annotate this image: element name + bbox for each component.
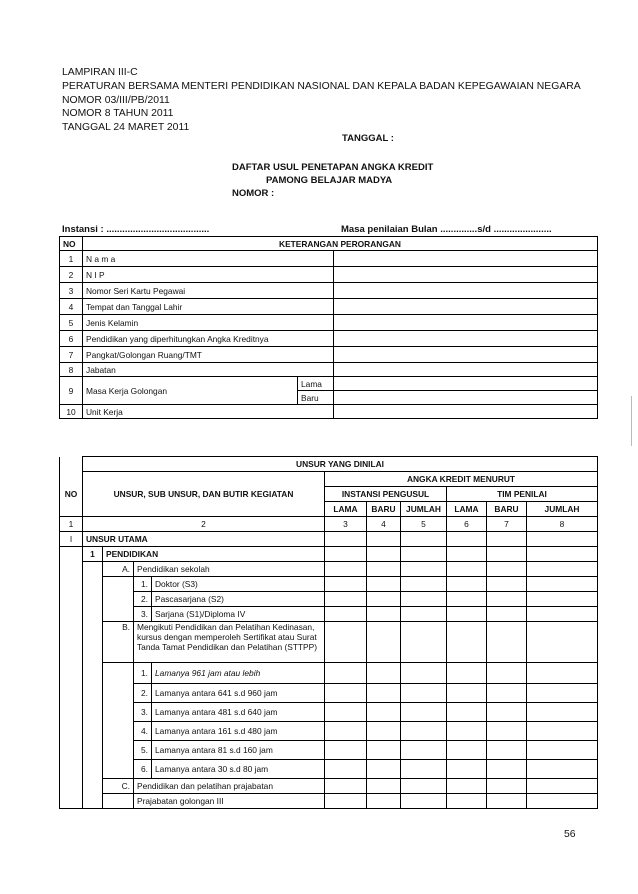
- header-line: LAMPIRAN III-C: [62, 67, 138, 78]
- value-cell[interactable]: [447, 684, 487, 703]
- value-cell[interactable]: [487, 779, 527, 794]
- value-cell[interactable]: [334, 377, 598, 391]
- row-no: 2: [60, 267, 83, 283]
- row-label: Nomor Seri Kartu Pegawai: [83, 283, 334, 299]
- value-cell[interactable]: [447, 663, 487, 684]
- row-no: 4: [60, 299, 83, 315]
- value-cell[interactable]: [487, 760, 527, 779]
- row-label: N a m a: [83, 251, 334, 267]
- value-cell[interactable]: [325, 547, 367, 562]
- row-no: 8: [60, 363, 83, 377]
- value-cell[interactable]: [325, 684, 367, 703]
- value-cell[interactable]: [401, 577, 447, 592]
- item-label: Lamanya antara 641 s.d 960 jam: [152, 684, 325, 703]
- value-cell[interactable]: [487, 663, 527, 684]
- value-cell[interactable]: [527, 622, 598, 663]
- sub-unsur-label-line: Mengikuti Pendidikan dan Pelatihan Kedinasan,: [137, 622, 315, 632]
- assessment-table: [59, 456, 598, 809]
- value-cell[interactable]: [401, 607, 447, 622]
- value-cell[interactable]: [367, 592, 401, 607]
- value-cell[interactable]: [367, 779, 401, 794]
- col-number: 5: [401, 517, 447, 532]
- value-cell[interactable]: [401, 779, 447, 794]
- row-label: Jenis Kelamin: [83, 315, 334, 331]
- value-cell[interactable]: [325, 794, 367, 809]
- value-cell[interactable]: [487, 722, 527, 741]
- header: [62, 66, 581, 135]
- value-cell[interactable]: [527, 607, 598, 622]
- item-label: Doktor (S3): [152, 577, 325, 592]
- value-cell[interactable]: [487, 532, 527, 547]
- masa-penilaian-label: Masa penilaian Bulan ..............s/d ......................: [341, 224, 552, 235]
- row-no: 9: [60, 377, 83, 405]
- value-cell[interactable]: [527, 577, 598, 592]
- value-cell[interactable]: [447, 760, 487, 779]
- item-label: Lamanya 961 jam atau lebih: [152, 663, 325, 684]
- instansi-label: Instansi : .......................................: [62, 224, 210, 235]
- sub-unsur-label-line: kursus dengan memperoleh Sertifikat atau Surat: [137, 632, 317, 642]
- col-baru: BARU: [367, 502, 401, 517]
- value-cell[interactable]: [401, 547, 447, 562]
- value-cell[interactable]: [447, 741, 487, 760]
- sub-unsur-label: Pendidikan sekolah: [134, 562, 325, 577]
- sub-unsur-letter: A.: [103, 562, 134, 577]
- value-cell[interactable]: [401, 684, 447, 703]
- value-cell[interactable]: [367, 547, 401, 562]
- value-cell[interactable]: [334, 251, 598, 267]
- value-cell[interactable]: [527, 703, 598, 722]
- value-cell[interactable]: [334, 331, 598, 347]
- item-number: 1.: [134, 663, 152, 684]
- header-line: TANGGAL 24 MARET 2011: [62, 122, 190, 134]
- value-cell[interactable]: [447, 562, 487, 577]
- value-cell[interactable]: [367, 684, 401, 703]
- item-label: Lamanya antara 81 s.d 160 jam: [152, 741, 325, 760]
- value-cell[interactable]: [401, 794, 447, 809]
- row-no: 6: [60, 331, 83, 347]
- value-cell[interactable]: [487, 592, 527, 607]
- header-line: NOMOR 8 TAHUN 2011: [62, 108, 174, 120]
- value-cell[interactable]: [447, 794, 487, 809]
- col-number: 7: [487, 517, 527, 532]
- col-unsur-header: UNSUR, SUB UNSUR, DAN BUTIR KEGIATAN: [83, 472, 325, 517]
- value-cell[interactable]: [447, 532, 487, 547]
- value-cell[interactable]: [325, 779, 367, 794]
- value-cell[interactable]: [447, 703, 487, 722]
- value-cell[interactable]: [367, 622, 401, 663]
- value-cell[interactable]: [447, 622, 487, 663]
- value-cell[interactable]: [487, 741, 527, 760]
- value-cell[interactable]: [527, 532, 598, 547]
- sub-unsur-letter: C.: [103, 779, 134, 794]
- sub-unsur-label: [134, 622, 325, 663]
- value-cell[interactable]: [325, 532, 367, 547]
- item-number: 3.: [134, 607, 152, 622]
- value-cell[interactable]: [447, 592, 487, 607]
- value-cell[interactable]: [367, 741, 401, 760]
- value-cell[interactable]: [325, 622, 367, 663]
- header-line: PERATURAN BERSAMA MENTERI PENDIDIKAN NASIONAL DAN KEPALA BADAN KEPEGAWAIAN NEGARA: [62, 80, 581, 92]
- value-cell[interactable]: [367, 607, 401, 622]
- value-cell[interactable]: [447, 779, 487, 794]
- value-cell[interactable]: [487, 607, 527, 622]
- page-number: 56: [564, 829, 576, 840]
- value-cell[interactable]: [367, 663, 401, 684]
- personal-info-table: [59, 236, 598, 419]
- item-label: Lamanya antara 161 s.d 480 jam: [152, 722, 325, 741]
- unsur-utama-label: UNSUR UTAMA: [83, 532, 325, 547]
- header-line: NOMOR 03/III/PB/2011: [62, 94, 170, 106]
- value-cell[interactable]: [325, 703, 367, 722]
- pendidikan-no: 1: [83, 547, 103, 562]
- row-label: Masa Kerja Golongan: [83, 377, 298, 405]
- title-nomor: NOMOR :: [232, 188, 275, 199]
- value-cell[interactable]: [527, 663, 598, 684]
- row-no: 5: [60, 315, 83, 331]
- value-cell[interactable]: [447, 547, 487, 562]
- value-cell[interactable]: [367, 562, 401, 577]
- blank-cell: [103, 663, 134, 779]
- col-lama: LAMA: [447, 502, 487, 517]
- sub-unsur-label-line: Tanda Tamat Pendidikan dan Pelatihan (STTPP): [137, 642, 318, 652]
- value-cell[interactable]: [447, 577, 487, 592]
- value-cell[interactable]: [527, 760, 598, 779]
- col-jumlah: JUMLAH: [401, 502, 447, 517]
- col-angka-kredit-header: ANGKA KREDIT MENURUT: [325, 472, 598, 487]
- value-cell[interactable]: [527, 592, 598, 607]
- col-number: 8: [527, 517, 598, 532]
- value-cell[interactable]: [401, 622, 447, 663]
- value-cell[interactable]: [527, 547, 598, 562]
- value-cell[interactable]: [334, 283, 598, 299]
- item-label: Lamanya antara 30 s.d 80 jam: [152, 760, 325, 779]
- value-cell[interactable]: [401, 722, 447, 741]
- item-number: 5.: [134, 741, 152, 760]
- row-label: Tempat dan Tanggal Lahir: [83, 299, 334, 315]
- value-cell[interactable]: [367, 794, 401, 809]
- value-cell[interactable]: [334, 363, 598, 377]
- tanggal-label: TANGGAL :: [342, 133, 394, 144]
- row-label: Jabatan: [83, 363, 334, 377]
- title-line-2: PAMONG BELAJAR MADYA: [266, 175, 393, 186]
- item-number: 2.: [134, 592, 152, 607]
- item-number: 4.: [134, 722, 152, 741]
- col-number: 2: [83, 517, 325, 532]
- masa-kerja-baru-label: Baru: [298, 391, 334, 405]
- value-cell[interactable]: [334, 391, 598, 405]
- sub-unsur-letter: B.: [103, 622, 134, 663]
- item-label: Lamanya antara 481 s.d 640 jam: [152, 703, 325, 722]
- value-cell[interactable]: [325, 663, 367, 684]
- blank-cell: [83, 562, 103, 809]
- value-cell[interactable]: [487, 562, 527, 577]
- col-instansi-header: INSTANSI PENGUSUL: [325, 487, 447, 502]
- pendidikan-label: PENDIDIKAN: [103, 547, 325, 562]
- value-cell[interactable]: [527, 684, 598, 703]
- col-no-header: NO: [60, 472, 83, 517]
- sub-unsur-label: Pendidikan dan pelatihan prajabatan: [134, 779, 325, 794]
- item-number: 2.: [134, 684, 152, 703]
- value-cell[interactable]: [401, 741, 447, 760]
- item-number: 1.: [134, 577, 152, 592]
- value-cell[interactable]: [334, 267, 598, 283]
- row-label: Pangkat/Golongan Ruang/TMT: [83, 347, 334, 363]
- value-cell[interactable]: [325, 607, 367, 622]
- row-no: 3: [60, 283, 83, 299]
- value-cell[interactable]: [487, 622, 527, 663]
- value-cell[interactable]: [401, 532, 447, 547]
- value-cell[interactable]: [401, 703, 447, 722]
- value-cell[interactable]: [401, 663, 447, 684]
- value-cell[interactable]: [367, 760, 401, 779]
- col-number: 4: [367, 517, 401, 532]
- col-no-header: NO: [60, 237, 83, 251]
- value-cell[interactable]: [527, 779, 598, 794]
- blank-cell: [103, 794, 134, 809]
- title-line-1: DAFTAR USUL PENETAPAN ANGKA KREDIT: [232, 162, 434, 173]
- value-cell[interactable]: [401, 562, 447, 577]
- value-cell[interactable]: [325, 741, 367, 760]
- col-number: 1: [60, 517, 83, 532]
- value-cell[interactable]: [325, 760, 367, 779]
- row-no: 10: [60, 405, 83, 419]
- value-cell[interactable]: [527, 794, 598, 809]
- item-label: Sarjana (S1)/Diploma IV: [152, 607, 325, 622]
- blank-cell: [60, 547, 83, 809]
- value-cell[interactable]: [325, 722, 367, 741]
- row-no: 7: [60, 347, 83, 363]
- value-cell[interactable]: [401, 592, 447, 607]
- value-cell[interactable]: [527, 722, 598, 741]
- col-baru: BARU: [487, 502, 527, 517]
- value-cell[interactable]: [487, 547, 527, 562]
- roman-numeral: I: [60, 532, 83, 547]
- col-jumlah: JUMLAH: [527, 502, 598, 517]
- value-cell[interactable]: [447, 607, 487, 622]
- value-cell[interactable]: [325, 592, 367, 607]
- col-tim-header: TIM PENILAI: [447, 487, 598, 502]
- value-cell[interactable]: [334, 315, 598, 331]
- value-cell[interactable]: [367, 722, 401, 741]
- value-cell[interactable]: [527, 741, 598, 760]
- blank-cell: [103, 577, 134, 622]
- value-cell[interactable]: [325, 577, 367, 592]
- col-lama: LAMA: [325, 502, 367, 517]
- scan-edge-mark: [631, 396, 632, 446]
- value-cell[interactable]: [487, 794, 527, 809]
- value-cell[interactable]: [527, 562, 598, 577]
- value-cell[interactable]: [367, 577, 401, 592]
- item-number: 3.: [134, 703, 152, 722]
- value-cell[interactable]: [334, 347, 598, 363]
- unsur-dinilai-header: UNSUR YANG DINILAI: [83, 457, 598, 472]
- item-label: Prajabatan golongan III: [134, 794, 325, 809]
- value-cell[interactable]: [487, 684, 527, 703]
- item-label: Pascasarjana (S2): [152, 592, 325, 607]
- row-label: Pendidikan yang diperhitungkan Angka Kreditnya: [83, 331, 334, 347]
- value-cell[interactable]: [334, 405, 598, 419]
- col-keterangan-header: KETERANGAN PERORANGAN: [83, 237, 598, 251]
- value-cell[interactable]: [367, 703, 401, 722]
- value-cell[interactable]: [447, 722, 487, 741]
- value-cell[interactable]: [487, 577, 527, 592]
- blank-cell: [60, 457, 83, 472]
- value-cell[interactable]: [367, 532, 401, 547]
- col-number: 6: [447, 517, 487, 532]
- value-cell[interactable]: [325, 562, 367, 577]
- masa-kerja-lama-label: Lama: [298, 377, 334, 391]
- item-number: 6.: [134, 760, 152, 779]
- value-cell[interactable]: [401, 760, 447, 779]
- row-no: 1: [60, 251, 83, 267]
- value-cell[interactable]: [487, 703, 527, 722]
- col-number: 3: [325, 517, 367, 532]
- row-label: Unit Kerja: [83, 405, 334, 419]
- value-cell[interactable]: [334, 299, 598, 315]
- row-label: N I P: [83, 267, 334, 283]
